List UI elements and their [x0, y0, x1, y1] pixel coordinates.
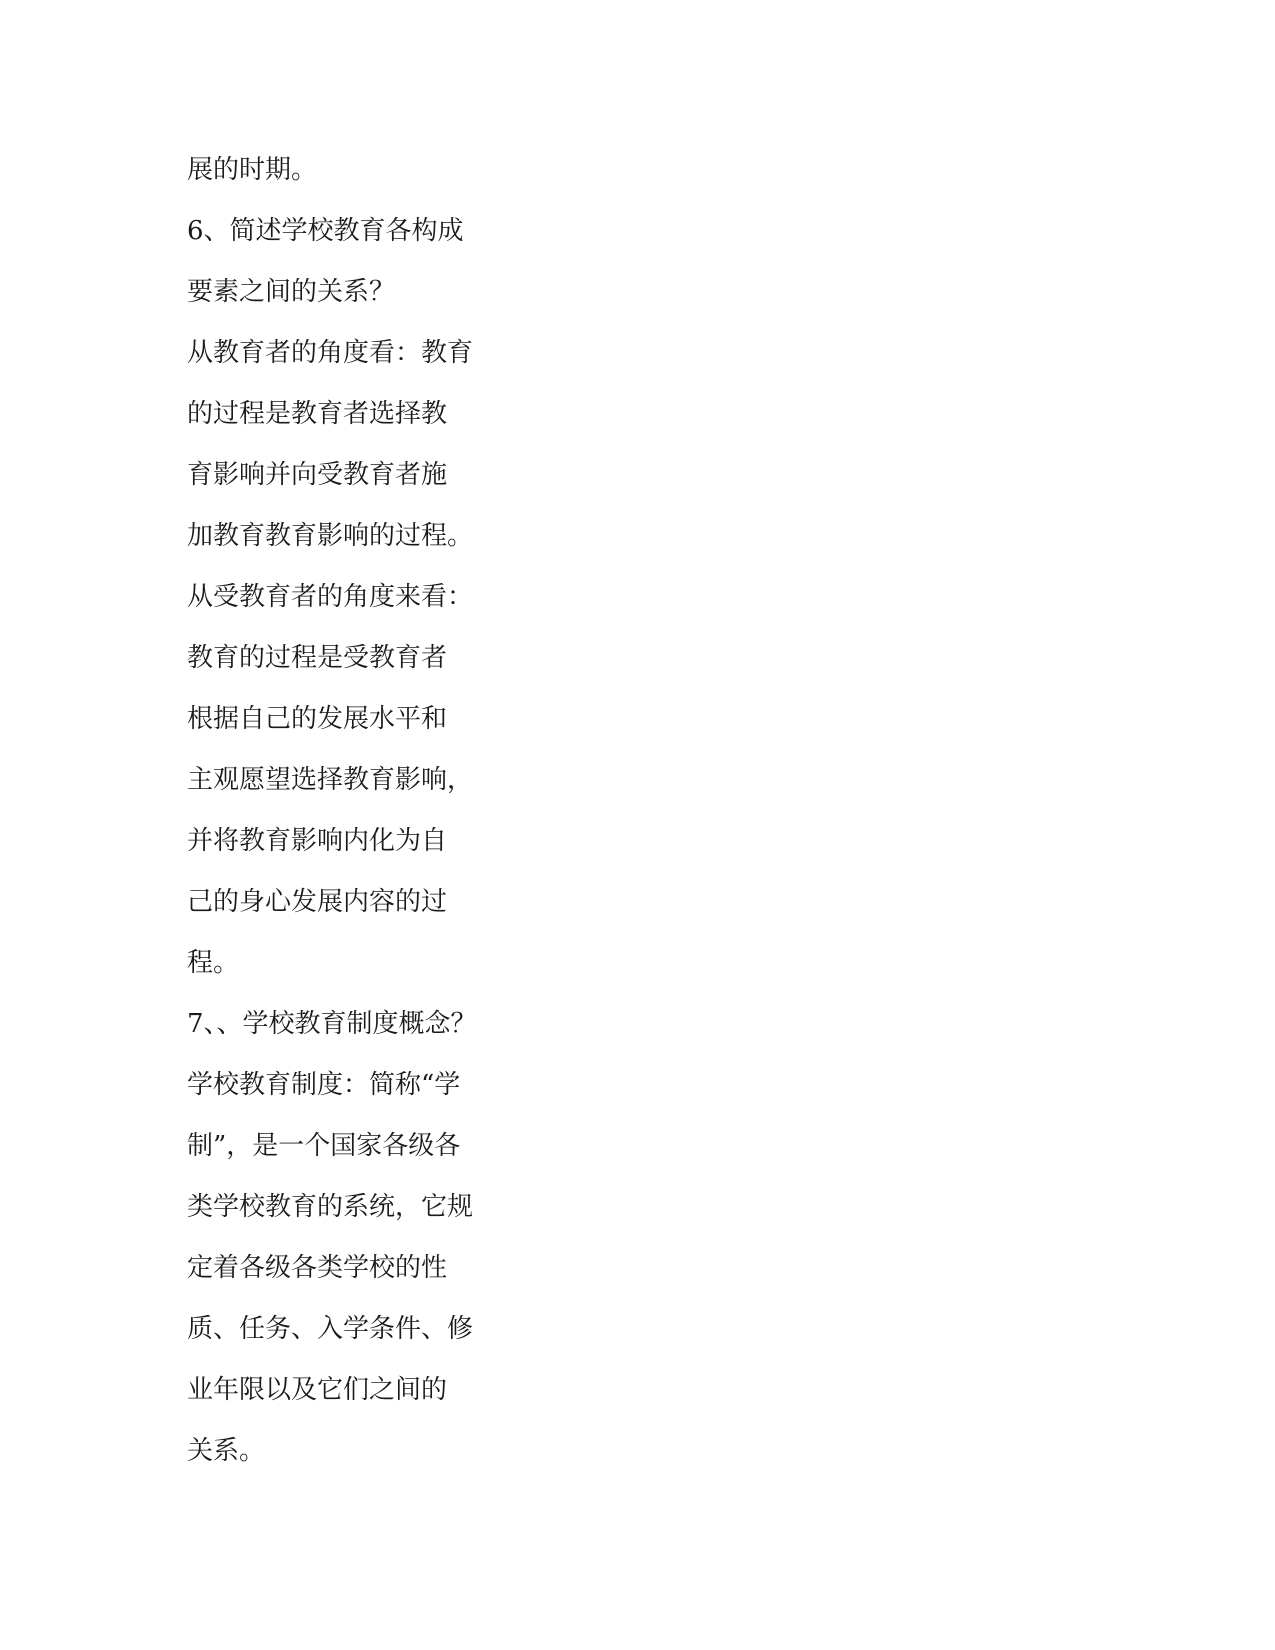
question-heading: 7、、学校教育制度概念？: [187, 1009, 477, 1039]
text-line: 根据自己的发展水平和: [187, 704, 448, 734]
question-heading: 要素之间的关系？: [187, 277, 396, 307]
text-line: 从受教育者的角度来看：: [187, 582, 474, 612]
text-line: 主观愿望选择教育影响，: [187, 765, 474, 795]
text-line: 并将教育影响内化为自: [187, 826, 448, 856]
text-line: 关系。: [187, 1436, 266, 1466]
text-line: 学校教育制度：简称“学: [187, 1070, 461, 1100]
text-line: 的过程是教育者选择教: [187, 399, 448, 429]
text-line: 质、任务、入学条件、修: [187, 1314, 474, 1344]
body-text: [187, 140, 487, 1482]
text-line: 定着各级各类学校的性: [187, 1253, 448, 1283]
text-line: 业年限以及它们之间的: [187, 1375, 448, 1405]
text-line: 类学校教育的系统，它规: [187, 1192, 474, 1222]
text-line: 加教育教育影响的过程。: [187, 521, 474, 551]
text-line: 教育的过程是受教育者: [187, 643, 448, 673]
text-line: 制”，是一个国家各级各: [187, 1131, 461, 1161]
text-line: 育影响并向受教育者施: [187, 460, 448, 490]
text-line: 从教育者的角度看：教育: [187, 338, 474, 368]
text-line: 展的时期。: [187, 155, 318, 185]
text-line: 程。: [187, 948, 240, 978]
text-line: 己的身心发展内容的过: [187, 887, 448, 917]
question-heading: 6、简述学校教育各构成: [187, 216, 464, 246]
